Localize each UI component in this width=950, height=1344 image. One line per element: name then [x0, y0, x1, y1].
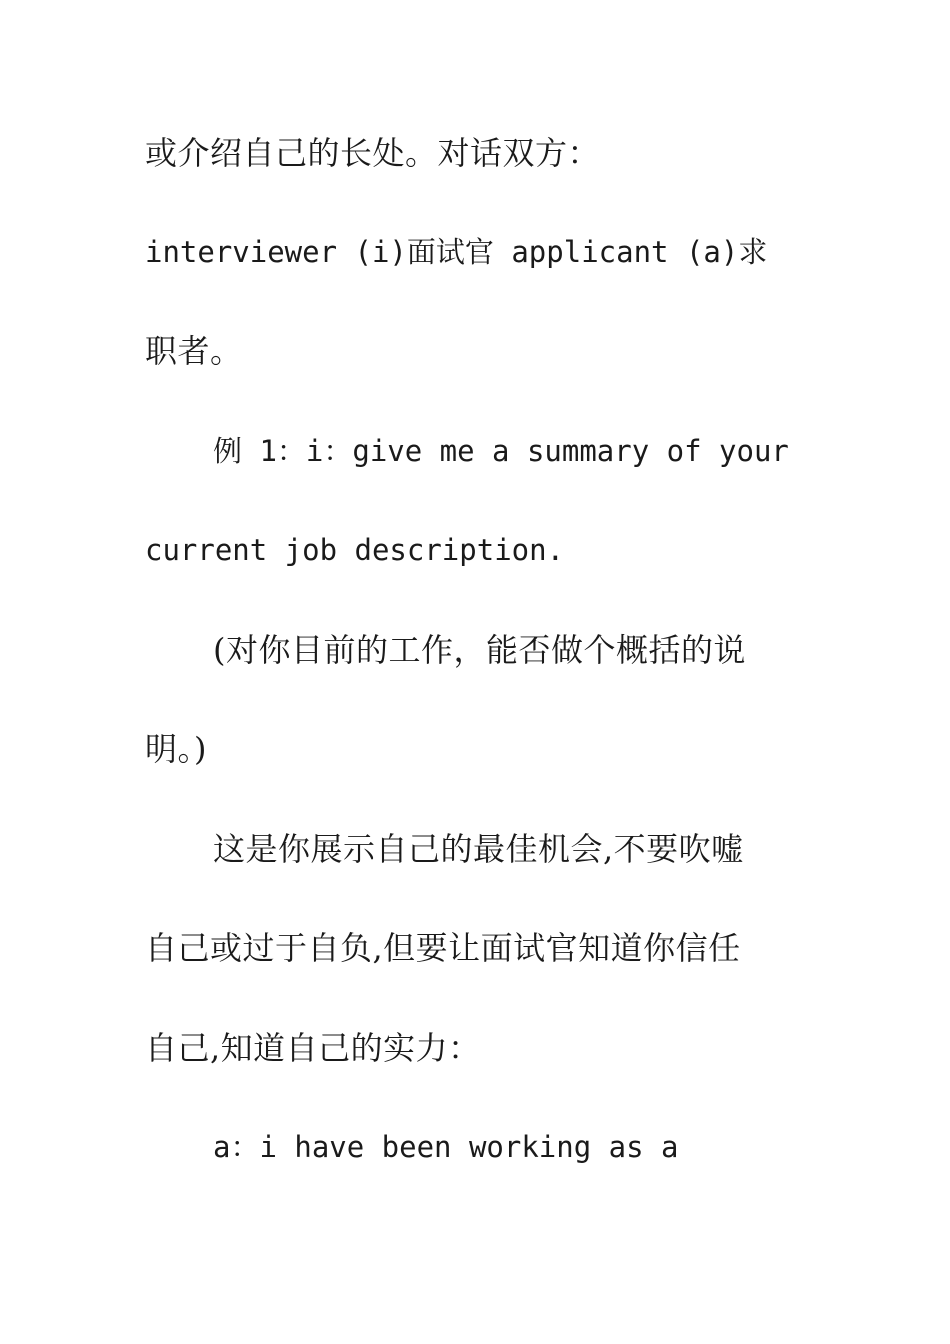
answer-line-1: a：i have been working as a [213, 1130, 679, 1164]
translation-line-1: (对你目前的工作，能否做个概括的说 [213, 631, 746, 669]
paragraph-line-3: 职者。 [145, 332, 243, 370]
paragraph-line-1: 或介绍自己的长处。对话双方： [145, 134, 601, 172]
example-line-1: 例 1：i：give me a summary of your [213, 434, 789, 468]
advice-line-2: 自己或过于自负,但要让面试官知道你信任 [145, 929, 741, 967]
paragraph-line-2: interviewer (i)面试官 applicant (a)求 [145, 235, 768, 269]
advice-line-1: 这是你展示自己的最佳机会,不要吹嘘 [213, 830, 744, 868]
translation-line-2: 明。) [145, 730, 207, 768]
example-line-2: current job description. [145, 533, 565, 567]
advice-line-3: 自己,知道自己的实力： [145, 1029, 481, 1067]
